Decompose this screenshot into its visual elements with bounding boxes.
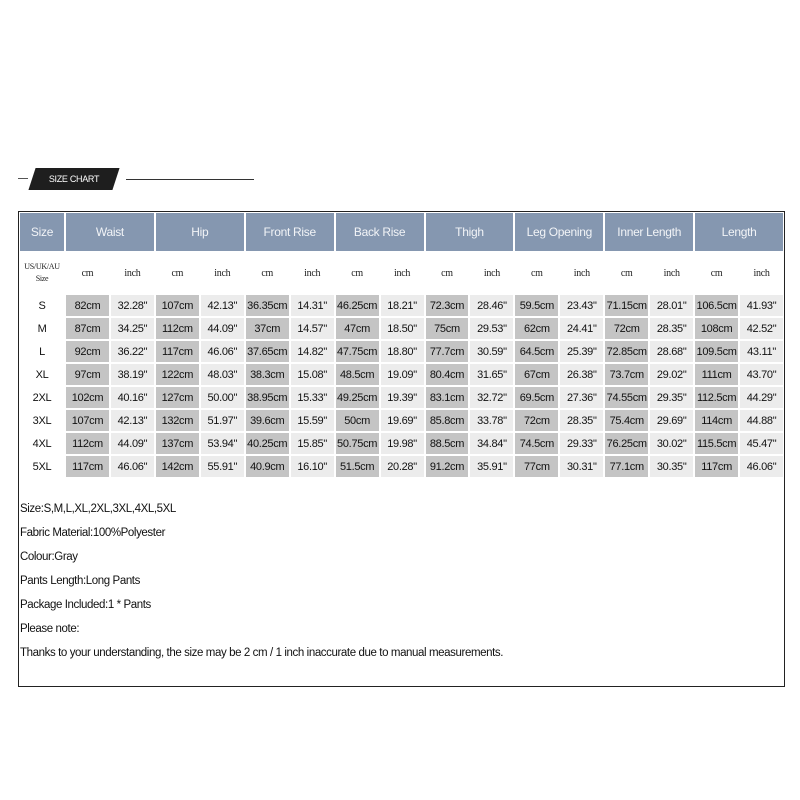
inch-cell: 14.82" [291,341,334,362]
cm-cell: 72cm [605,318,648,339]
cm-cell: 74.55cm [605,387,648,408]
size-label-cell: 3XL [20,410,64,431]
cm-cell: 82cm [66,295,109,316]
inch-cell: 40.16" [111,387,154,408]
inch-cell: 41.93" [740,295,783,316]
cm-cell: 49.25cm [336,387,379,408]
cm-cell: 117cm [66,456,109,477]
inch-cell: 28.35" [560,410,603,431]
inch-cell: 24.41" [560,318,603,339]
cm-cell: 72.3cm [426,295,469,316]
cm-cell: 51.5cm [336,456,379,477]
cm-cell: 83.1cm [426,387,469,408]
table-row [20,410,783,431]
cm-cell: 109.5cm [695,341,738,362]
cm-cell: 40.25cm [246,433,289,454]
header-leg-opening: Leg Opening [515,213,603,251]
cm-cell: 38.95cm [246,387,289,408]
table-row [20,318,783,339]
unit-header-cm: cm [605,253,648,293]
unit-header-inch: inch [111,253,154,293]
inch-cell: 20.28" [381,456,424,477]
cm-cell: 48.5cm [336,364,379,385]
cm-cell: 112cm [156,318,199,339]
inch-cell: 31.65" [470,364,513,385]
cm-cell: 38.3cm [246,364,289,385]
inch-cell: 38.19" [111,364,154,385]
inch-cell: 35.91" [470,456,513,477]
inch-cell: 43.70" [740,364,783,385]
table-row [20,341,783,362]
inch-cell: 32.28" [111,295,154,316]
cm-cell: 75.4cm [605,410,648,431]
inch-cell: 23.43" [560,295,603,316]
note-line: Please note: [20,623,80,635]
size-chart-header [18,160,248,200]
inch-cell: 14.31" [291,295,334,316]
inch-cell: 28.35" [650,318,693,339]
header-thigh: Thigh [426,213,514,251]
size-chart-badge-label: SIZE CHART [48,174,100,184]
inch-cell: 42.13" [201,295,244,316]
inch-cell: 15.85" [291,433,334,454]
cm-cell: 76.25cm [605,433,648,454]
header-size-region: US/UK/AU Size [20,253,64,293]
cm-cell: 50cm [336,410,379,431]
inch-cell: 19.39" [381,387,424,408]
inch-cell: 43.11" [740,341,783,362]
note-line: Colour:Gray [20,551,78,563]
inch-cell: 48.03" [201,364,244,385]
cm-cell: 77cm [515,456,558,477]
inch-cell: 28.68" [650,341,693,362]
header-hip: Hip [156,213,244,251]
cm-cell: 80.4cm [426,364,469,385]
inch-cell: 19.09" [381,364,424,385]
inch-cell: 18.50" [381,318,424,339]
unit-header-inch: inch [650,253,693,293]
inch-cell: 34.25" [111,318,154,339]
cm-cell: 127cm [156,387,199,408]
inch-cell: 29.69" [650,410,693,431]
cm-cell: 112cm [66,433,109,454]
cm-cell: 72.85cm [605,341,648,362]
inch-cell: 25.39" [560,341,603,362]
note-line: Fabric Material:100%Polyester [20,527,165,539]
unit-header-cm: cm [515,253,558,293]
cm-cell: 69.5cm [515,387,558,408]
cm-cell: 91.2cm [426,456,469,477]
inch-cell: 34.84" [470,433,513,454]
inch-cell: 44.88" [740,410,783,431]
unit-header-cm: cm [336,253,379,293]
unit-header-inch: inch [201,253,244,293]
cm-cell: 67cm [515,364,558,385]
unit-header-inch: inch [560,253,603,293]
cm-cell: 59.5cm [515,295,558,316]
inch-cell: 42.13" [111,410,154,431]
inch-cell: 19.98" [381,433,424,454]
cm-cell: 77.7cm [426,341,469,362]
size-table [18,211,785,479]
cm-cell: 111cm [695,364,738,385]
cm-cell: 97cm [66,364,109,385]
cm-cell: 64.5cm [515,341,558,362]
inch-cell: 29.33" [560,433,603,454]
inch-cell: 45.47" [740,433,783,454]
cm-cell: 50.75cm [336,433,379,454]
unit-header-cm: cm [246,253,289,293]
size-label-cell: M [20,318,64,339]
inch-cell: 18.80" [381,341,424,362]
inch-cell: 53.94" [201,433,244,454]
unit-header-inch: inch [291,253,334,293]
note-line: Package Included:1 * Pants [20,599,151,611]
inch-cell: 42.52" [740,318,783,339]
cm-cell: 62cm [515,318,558,339]
cm-cell: 117cm [695,456,738,477]
header-dash [18,178,28,179]
unit-header-inch: inch [381,253,424,293]
inch-cell: 18.21" [381,295,424,316]
note-line: Pants Length:Long Pants [20,575,140,587]
cm-cell: 142cm [156,456,199,477]
unit-header-cm: cm [695,253,738,293]
size-chart-badge [28,168,119,190]
header-waist: Waist [66,213,154,251]
inch-cell: 36.22" [111,341,154,362]
cm-cell: 114cm [695,410,738,431]
cm-cell: 87cm [66,318,109,339]
table-row [20,433,783,454]
unit-header-row [20,253,783,293]
inch-cell: 15.33" [291,387,334,408]
inch-cell: 29.53" [470,318,513,339]
table-row [20,456,783,477]
header-inner-length: Inner Length [605,213,693,251]
note-line: Size:S,M,L,XL,2XL,3XL,4XL,5XL [20,503,176,515]
inch-cell: 15.59" [291,410,334,431]
size-label-cell: 5XL [20,456,64,477]
cm-cell: 36.35cm [246,295,289,316]
header-length: Length [695,213,783,251]
header-rule [126,179,254,180]
inch-cell: 19.69" [381,410,424,431]
inch-cell: 51.97" [201,410,244,431]
note-line: Thanks to your understanding, the size may be 2 cm / 1 inch inaccurate due to manual measurements. [20,647,504,659]
size-label-cell: L [20,341,64,362]
cm-cell: 39.6cm [246,410,289,431]
size-chart-frame [18,211,785,687]
inch-cell: 29.35" [650,387,693,408]
inch-cell: 55.91" [201,456,244,477]
inch-cell: 29.02" [650,364,693,385]
cm-cell: 47cm [336,318,379,339]
unit-header-cm: cm [66,253,109,293]
table-row [20,295,783,316]
cm-cell: 46.25cm [336,295,379,316]
header-back-rise: Back Rise [336,213,424,251]
size-label-cell: 2XL [20,387,64,408]
header-size: Size [20,213,64,251]
cm-cell: 47.75cm [336,341,379,362]
cm-cell: 117cm [156,341,199,362]
inch-cell: 16.10" [291,456,334,477]
cm-cell: 92cm [66,341,109,362]
cm-cell: 137cm [156,433,199,454]
cm-cell: 122cm [156,364,199,385]
inch-cell: 44.29" [740,387,783,408]
cm-cell: 72cm [515,410,558,431]
inch-cell: 30.59" [470,341,513,362]
inch-cell: 30.02" [650,433,693,454]
product-notes [19,497,779,665]
cm-cell: 102cm [66,387,109,408]
inch-cell: 50.00" [201,387,244,408]
cm-cell: 71.15cm [605,295,648,316]
inch-cell: 26.38" [560,364,603,385]
inch-cell: 46.06" [740,456,783,477]
inch-cell: 46.06" [111,456,154,477]
unit-header-inch: inch [470,253,513,293]
cm-cell: 75cm [426,318,469,339]
inch-cell: 30.35" [650,456,693,477]
inch-cell: 28.01" [650,295,693,316]
inch-cell: 14.57" [291,318,334,339]
group-header-row [20,213,783,251]
unit-header-inch: inch [740,253,783,293]
unit-header-cm: cm [156,253,199,293]
inch-cell: 27.36" [560,387,603,408]
unit-header-cm: cm [426,253,469,293]
cm-cell: 106.5cm [695,295,738,316]
inch-cell: 33.78" [470,410,513,431]
cm-cell: 73.7cm [605,364,648,385]
cm-cell: 74.5cm [515,433,558,454]
cm-cell: 132cm [156,410,199,431]
inch-cell: 46.06" [201,341,244,362]
table-row [20,364,783,385]
cm-cell: 85.8cm [426,410,469,431]
cm-cell: 37.65cm [246,341,289,362]
cm-cell: 108cm [695,318,738,339]
inch-cell: 28.46" [470,295,513,316]
cm-cell: 112.5cm [695,387,738,408]
cm-cell: 77.1cm [605,456,648,477]
size-rows [20,295,783,477]
cm-cell: 88.5cm [426,433,469,454]
size-label-cell: 4XL [20,433,64,454]
cm-cell: 37cm [246,318,289,339]
cm-cell: 40.9cm [246,456,289,477]
inch-cell: 44.09" [201,318,244,339]
inch-cell: 32.72" [470,387,513,408]
cm-cell: 107cm [156,295,199,316]
inch-cell: 15.08" [291,364,334,385]
cm-cell: 107cm [66,410,109,431]
header-front-rise: Front Rise [246,213,334,251]
size-label-cell: XL [20,364,64,385]
size-label-cell: S [20,295,64,316]
inch-cell: 30.31" [560,456,603,477]
cm-cell: 115.5cm [695,433,738,454]
table-row [20,387,783,408]
inch-cell: 44.09" [111,433,154,454]
